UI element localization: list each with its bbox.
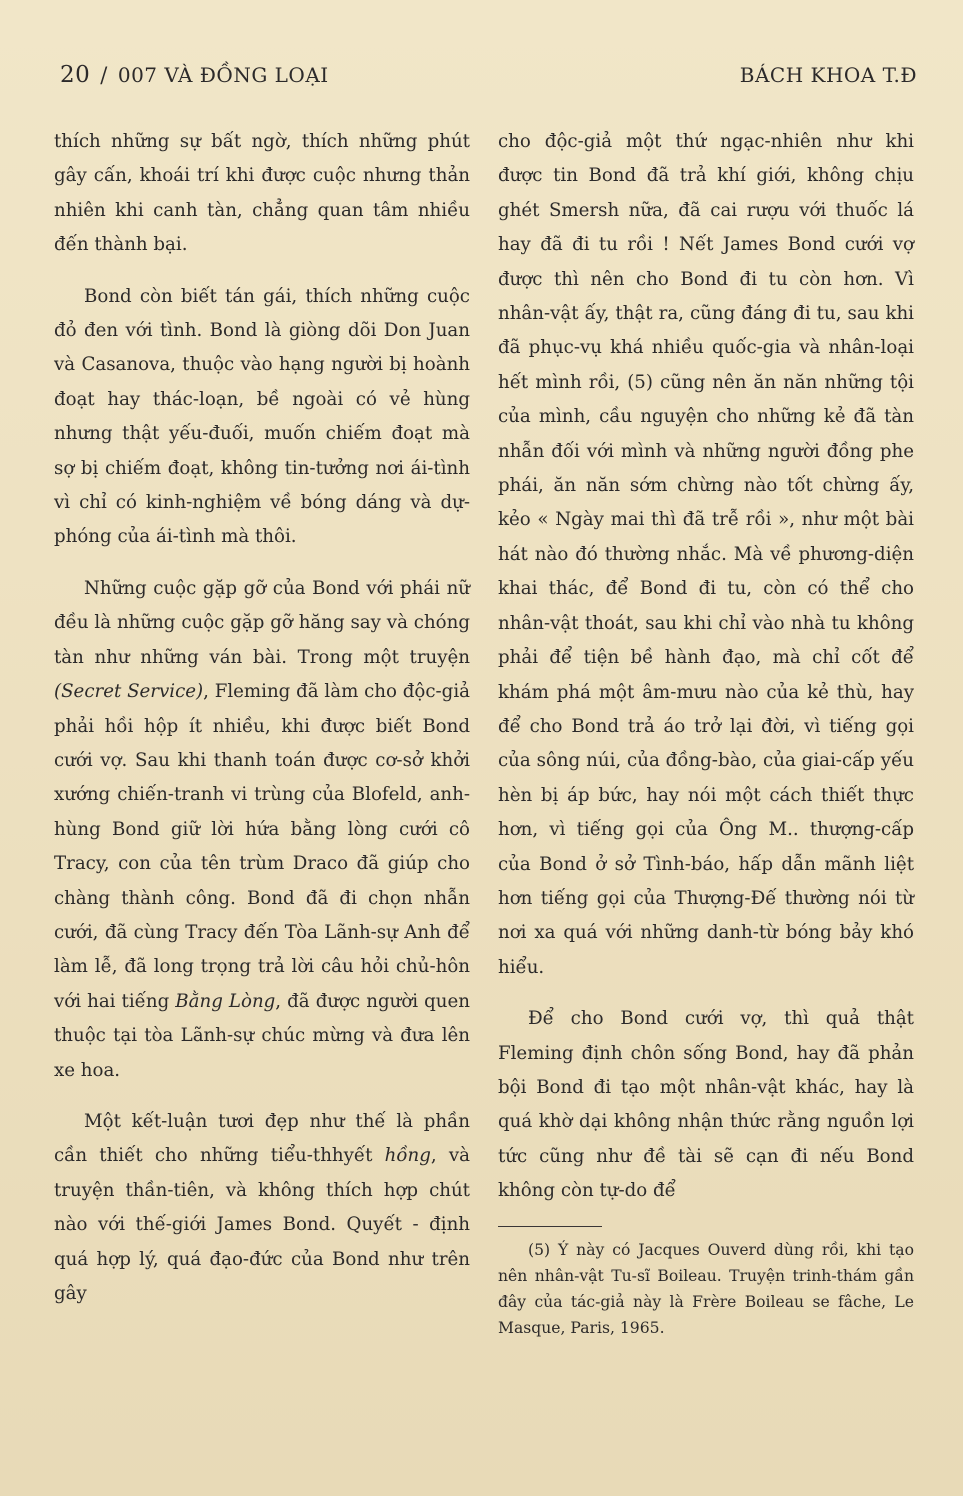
- text-run: Một kết-luận tươi đẹp như thế là phần cần thiết cho những tiểu-thhyết: [54, 1110, 470, 1167]
- footnote-divider: [498, 1226, 602, 1227]
- right-column: [498, 125, 914, 1358]
- italic-hong: hồng: [384, 1145, 431, 1167]
- running-header: [60, 62, 917, 98]
- left-paragraph-1: thích những sự bất ngờ, thích những phút gây cấn, khoái trí khi được cuộc nhưng thản nhiên khi canh tàn, chẳng quan tâm nhiều đến thành bại.: [54, 131, 470, 256]
- text-run: Những cuộc gặp gỡ của Bond với phái nữ đều là những cuộc gặp gỡ hăng say và chóng tàn như những ván bài. Trong một truyện: [54, 577, 470, 668]
- text-run: , và truyện thần-tiên, và không thích hợp chút nào với thế-giới James Bond. Quyết - định quá hợp lý, quá đạo-đức của Bond như trên gây: [54, 1145, 470, 1304]
- right-paragraph-1: cho độc-giả một thứ ngạc-nhiên như khi được tin Bond đã trả khí giới, không chịu ghét Smersh nữa, đã cai rượu với thuốc lá hay đã đi tu rồi ! Nết James Bond cưới vợ được thì nên cho Bond đi tu còn hơn. Vì nhân-vật ấy, thật ra, cũng đáng đi tu, sau khi đã phục-vụ khá nhiều quốc-gia và nhân-loại hết mình rồi, (5) cũng nên ăn năn những tội của mình, cầu nguyện cho những kẻ đã tàn nhẫn đối với mình và những người đồng phe phái, ăn năn sớm chừng nào tốt chừng ấy, kẻo « Ngày mai thì đã trễ rồi », như một bài hát nào đó thường nhắc. Mà về phương-diện khai thác, để Bond đi tu, còn có thể cho nhân-vật thoát, sau khi chỉ vào nhà tu không phải để tiện bề hành đạo, mà chỉ cốt để khám phá một âm-mưu nào của kẻ thù, hay để cho Bond trả áo trở lại đời, vì tiếng gọi của sông núi, của đồng-bào, của giai-cấp yếu hèn bị áp bức, hay nói một cách thiết thực hơn, vì tiếng gọi của Ông M.. thượng-cấp của Bond ở sở Tình-báo, hấp dẫn mãnh liệt hơn tiếng gọi của Thượng-Đế thường nói từ nơi xa quá với những danh-từ bóng bảy khó hiểu.: [498, 131, 914, 978]
- header-left: [60, 62, 329, 88]
- left-paragraph-4: [54, 1105, 470, 1311]
- page-number: 20: [60, 62, 91, 88]
- header-separator: /: [100, 63, 108, 87]
- text-run: , Fleming đã làm cho độc-giả phải hồi hộp ít nhiều, khi được biết Bond cưới vợ. Sau khi thanh toán được cơ-sở khởi xướng chiến-tranh vi trùng của Blofeld, anh-hùng Bond giữ lời hứa bằng lòng cưới cô Tracy, con của tên trùm Draco đã giúp cho chàng thành công. Bond đã đi chọn nhẫn cưới, đã cùng Tracy đến Tòa Lãnh-sự Anh để làm lễ, đã long trọng trả lời câu hỏi chủ-hôn với hai tiếng: [54, 681, 470, 1012]
- left-column: [54, 125, 470, 1328]
- right-paragraph-2: Để cho Bond cưới vợ, thì quả thật Fleming định chôn sống Bond, hay đã phản bội Bond đi tạo một nhân-vật khác, hay là quá khờ dại không nhận thức rằng nguồn lợi tức cũng như đề tài sẽ cạn đi nếu Bond không còn tự-do để: [498, 1008, 914, 1202]
- magazine-name: BÁCH KHOA T.Đ: [739, 63, 917, 87]
- article-title: 007 VÀ ĐỒNG LOẠI: [117, 63, 329, 87]
- italic-title-secret-service: (Secret Service): [54, 681, 204, 703]
- left-paragraph-3: [54, 572, 470, 1088]
- footnote: (5) Ý này có Jacques Ouverd dùng rồi, khi tạo nên nhân-vật Tu-sĩ Boileau. Truyện trinh-thám gần đây của tác-giả này là Frère Boileau se fâche, Le Masque, Paris, 1965.: [498, 1240, 914, 1337]
- text-run: , đã được người quen thuộc tại tòa Lãnh-sự chúc mừng và đưa lên xe hoa.: [54, 990, 470, 1081]
- left-paragraph-2: Bond còn biết tán gái, thích những cuộc đỏ đen với tình. Bond là giòng dõi Don Juan và Casanova, thuộc vào hạng người bị hoành đoạt hay thác-loạn, bề ngoài có vẻ hùng nhưng thật yếu-đuối, muốn chiếm đoạt mà sợ bị chiếm đoạt, không tin-tưởng nơi ái-tình vì chỉ có kinh-nghiệm về bóng dáng và dự-phóng của ái-tình mà thôi.: [54, 285, 470, 548]
- italic-bang-long: Bằng Lòng: [175, 990, 276, 1012]
